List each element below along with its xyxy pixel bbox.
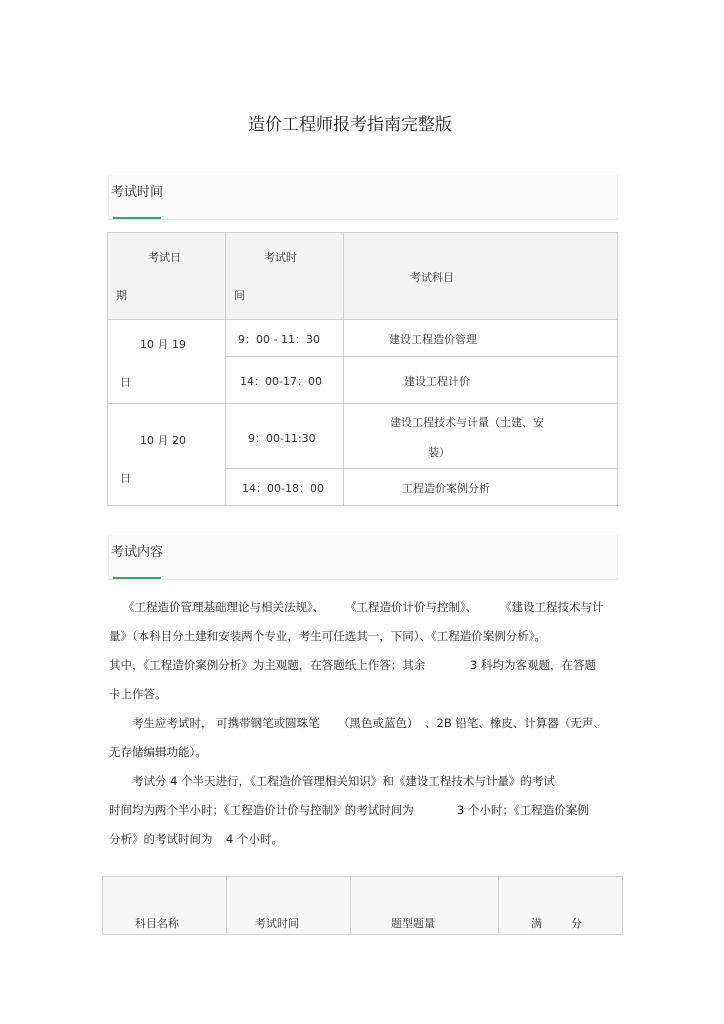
subject-cell: [344, 404, 618, 469]
table-header-row: [108, 233, 618, 320]
heading-underline: [113, 217, 161, 219]
header-text: 科目名称: [135, 917, 179, 930]
paragraph-text: 分析》的考试时间为: [109, 832, 213, 846]
paragraph-text: 3 科均为客观题，在答题: [470, 658, 596, 672]
time-text: 9：00-11:30: [248, 432, 316, 445]
header-date: [108, 233, 226, 320]
page-title: 造价工程师报考指南完整版: [248, 115, 452, 135]
table-header-row: [103, 877, 623, 935]
subject-cell: [344, 469, 618, 506]
paragraph-text: 《工程造价管理基础理论与相关法规》、: [123, 600, 325, 614]
paragraph-text: 无存储编辑功能）。: [109, 745, 207, 759]
header-full-score: [499, 877, 623, 935]
date-line2: 日: [120, 376, 131, 389]
time-cell: [226, 320, 344, 357]
subject-info-table: [102, 876, 623, 935]
paragraph-text: 量》（本科目分土建和安装两个专业，考生可任选其一，下同）、《工程造价案例分析》。: [109, 629, 546, 643]
table-row: [108, 320, 618, 357]
subject-cell: [344, 357, 618, 404]
subject-text: 建设工程计价: [404, 375, 470, 388]
exam-schedule-table: [107, 232, 618, 506]
table-row: [108, 404, 618, 469]
header-text: 题型题量: [391, 917, 435, 930]
subject-cell: [344, 320, 618, 357]
subject-text: 建设工程造价管理: [389, 333, 477, 346]
paragraph-text: 《工程造价计价与控制》、: [345, 600, 478, 614]
section-heading: 考试内容: [111, 545, 164, 560]
header-date-line2: 期: [116, 289, 127, 302]
date-line1: 10 月 19: [140, 338, 186, 351]
section-header-exam-content: [108, 535, 618, 580]
time-text: 9：00 - 11：30: [238, 333, 320, 346]
header-text: 考试时间: [255, 917, 299, 930]
header-time-line1: 考试时: [264, 251, 297, 264]
header-time: [226, 233, 344, 320]
time-cell: [226, 404, 344, 469]
header-question-type: [351, 877, 499, 935]
paragraph-text: 4 个小时。: [226, 832, 283, 846]
date-cell: [108, 320, 226, 404]
date-cell: [108, 404, 226, 506]
paragraph-text: （黑色或蓝色）: [338, 716, 419, 730]
paragraph-text: 其中，《工程造价案例分析》为主观题，在答题纸上作答；其余: [109, 658, 426, 672]
paragraph-text: 《建设工程技术与计: [500, 600, 604, 614]
date-line2: 日: [120, 472, 131, 485]
header-subject-name: [103, 877, 227, 935]
header-subject: [344, 233, 618, 320]
paragraph-text: 、2B 铅笔、橡皮、计算器（无声、: [425, 716, 605, 730]
header-exam-time: [227, 877, 351, 935]
time-text: 14：00-18：00: [242, 482, 324, 495]
subject-text-line1: 建设工程技术与计量（土建、安: [390, 416, 544, 429]
header-date-line1: 考试日: [148, 251, 181, 264]
time-cell: [226, 469, 344, 506]
time-cell: [226, 357, 344, 404]
paragraph-text: 时间均为两个半小时；《工程造价计价与控制》的考试时间为: [109, 803, 414, 817]
subject-text-line2: 装）: [428, 446, 450, 459]
paragraph-text: 考生应考试时， 可携带钢笔或圆珠笔: [132, 716, 320, 730]
header-text: 满: [531, 917, 542, 930]
paragraph-text: 考试分 4 个半天进行，《工程造价管理相关知识》和《建设工程技术与计量》的考试: [132, 774, 555, 788]
heading-underline: [113, 577, 161, 579]
section-heading: 考试时间: [111, 185, 164, 200]
date-line1: 10 月 20: [140, 434, 186, 447]
header-text: 分: [571, 917, 582, 930]
header-subject-text: 考试科目: [410, 271, 454, 284]
subject-text: 工程造价案例分析: [402, 482, 490, 495]
paragraph-text: 卡上作答。: [109, 687, 167, 701]
header-time-line2: 间: [234, 289, 245, 302]
time-text: 14：00-17：00: [240, 375, 322, 388]
section-header-exam-time: [108, 175, 618, 220]
paragraph-text: 3 个小时；《工程造价案例: [457, 803, 589, 817]
